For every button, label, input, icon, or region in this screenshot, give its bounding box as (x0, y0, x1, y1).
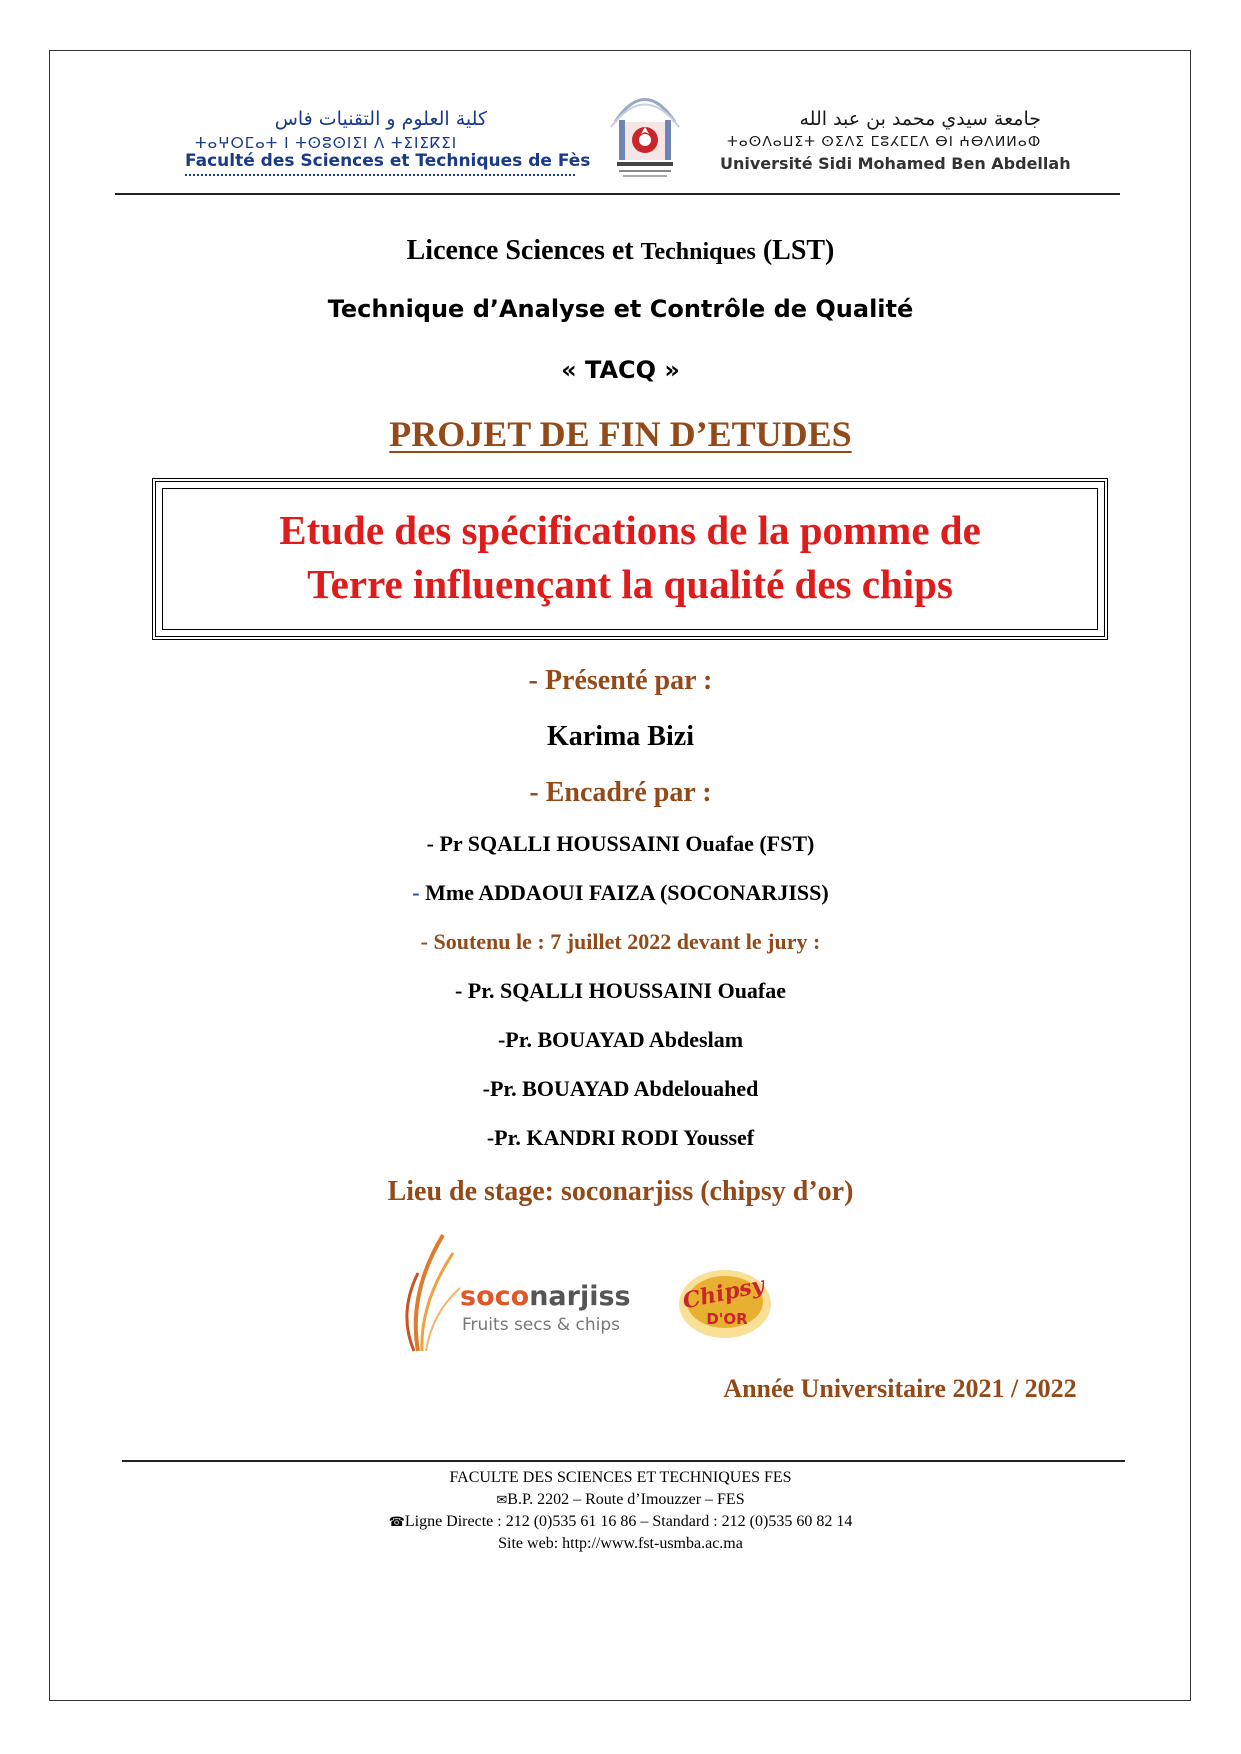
supervisor-2-name: Mme ADDAOUI FAIZA (SOCONARJISS) (425, 880, 829, 905)
academic-year: Année Universitaire 2021 / 2022 (723, 1374, 1077, 1403)
university-emblem-icon (605, 82, 685, 182)
author-name: Karima Bizi (547, 721, 694, 752)
licence-title (0, 235, 1241, 267)
chipsy-wordmark: Chipsy (680, 1271, 767, 1315)
thesis-title-box (152, 478, 1108, 640)
project-type-heading (0, 413, 1241, 455)
jury-member: -Pr. BOUAYAD Abdelouahed (482, 1076, 759, 1101)
header-divider (115, 193, 1120, 195)
supervisor-2-dash: - (412, 880, 426, 905)
university-logo (715, 108, 1075, 178)
jury-member: - Pr. SQALLI HOUSSAINI Ouafae (454, 978, 787, 1003)
mailbox-icon: ✉ (496, 1493, 508, 1508)
wheat-stalk-icon (398, 1233, 468, 1353)
university-name-french: Université Sidi Mohamed Ben Abdellah (720, 154, 1071, 173)
fst-logo (185, 108, 591, 178)
licence-text-part3: (LST) (755, 235, 835, 266)
licence-text-part2: Techniques (640, 239, 756, 265)
soconarjiss-wordmark-part1: soco (460, 1281, 530, 1312)
footer-address (0, 1489, 1241, 1512)
thesis-title-line1: Etude des spécifications de la pomme de (279, 507, 981, 553)
chipsy-dor-logo (675, 1264, 775, 1344)
fst-name-arabic: كلية العلوم و التقنيات فاس (274, 108, 487, 130)
fst-name-tifinagh: ⵜⴰⵖⵔⵎⴰⵜ ⵏ ⵜⵙⵓⵙⵏⵉⵏ ⴷ ⵜⵉⵏⵉⴽⵉⵏ (195, 134, 458, 152)
jury-member: -Pr. BOUAYAD Abdeslam (497, 1027, 744, 1052)
defense-date-label: - Soutenu le : 7 juillet 2022 devant le jury : (420, 929, 821, 954)
footer-website[interactable]: Site web: http://www.fst-usmba.ac.ma (498, 1535, 743, 1552)
footer-address-text: B.P. 2202 – Route d’Imouzzer – FES (507, 1491, 745, 1508)
soconarjiss-tagline: Fruits secs & chips (462, 1315, 621, 1335)
filiere-acronym: « TACQ » (561, 356, 680, 384)
project-type-text: PROJET DE FIN D’ETUDES (389, 414, 852, 454)
fst-name-french: Faculté des Sciences et Techniques de Fès (185, 151, 591, 171)
university-name-arabic: جامعة سيدي محمد بن عبد الله (799, 108, 1041, 130)
supervisor-2 (0, 880, 1241, 906)
footer-institution: FACULTE DES SCIENCES ET TECHNIQUES FES (449, 1469, 792, 1486)
supervisor-1: - Pr SQALLI HOUSSAINI Ouafae (FST) (426, 831, 815, 856)
soconarjiss-wordmark (460, 1281, 631, 1312)
internship-location: Lieu de stage: soconarjiss (chipsy d’or) (387, 1176, 854, 1207)
soconarjiss-wordmark-part2: narjiss (529, 1281, 631, 1312)
presented-by-label: - Présenté par : (528, 665, 713, 696)
footer-phone (0, 1511, 1241, 1534)
soconarjiss-logo (398, 1233, 648, 1353)
footer-divider (122, 1460, 1125, 1462)
university-name-tifinagh: ⵜⴰⵙⴷⴰⵡⵉⵜ ⵙⵉⴷⵉ ⵎⵓⵃⵎⵎⴷ ⴱⵏ ⵄⴱⴷⵍⵍⴰⵀ (727, 134, 1042, 150)
licence-text-part1: Licence Sciences et (406, 235, 641, 266)
filiere-title: Technique d’Analyse et Contrôle de Qualité (327, 295, 914, 323)
footer-phone-text: Ligne Directe : 212 (0)535 61 16 86 – Standard : 212 (0)535 60 82 14 (404, 1513, 853, 1530)
fst-logo-divider (185, 174, 575, 176)
supervised-by-label: - Encadré par : (529, 777, 712, 808)
chipsy-dor-text: D'OR (706, 1310, 748, 1328)
jury-member: -Pr. KANDRI RODI Youssef (486, 1125, 755, 1150)
phone-icon: ☎ (388, 1515, 405, 1530)
thesis-title-line2: Terre influençant la qualité des chips (307, 561, 953, 607)
